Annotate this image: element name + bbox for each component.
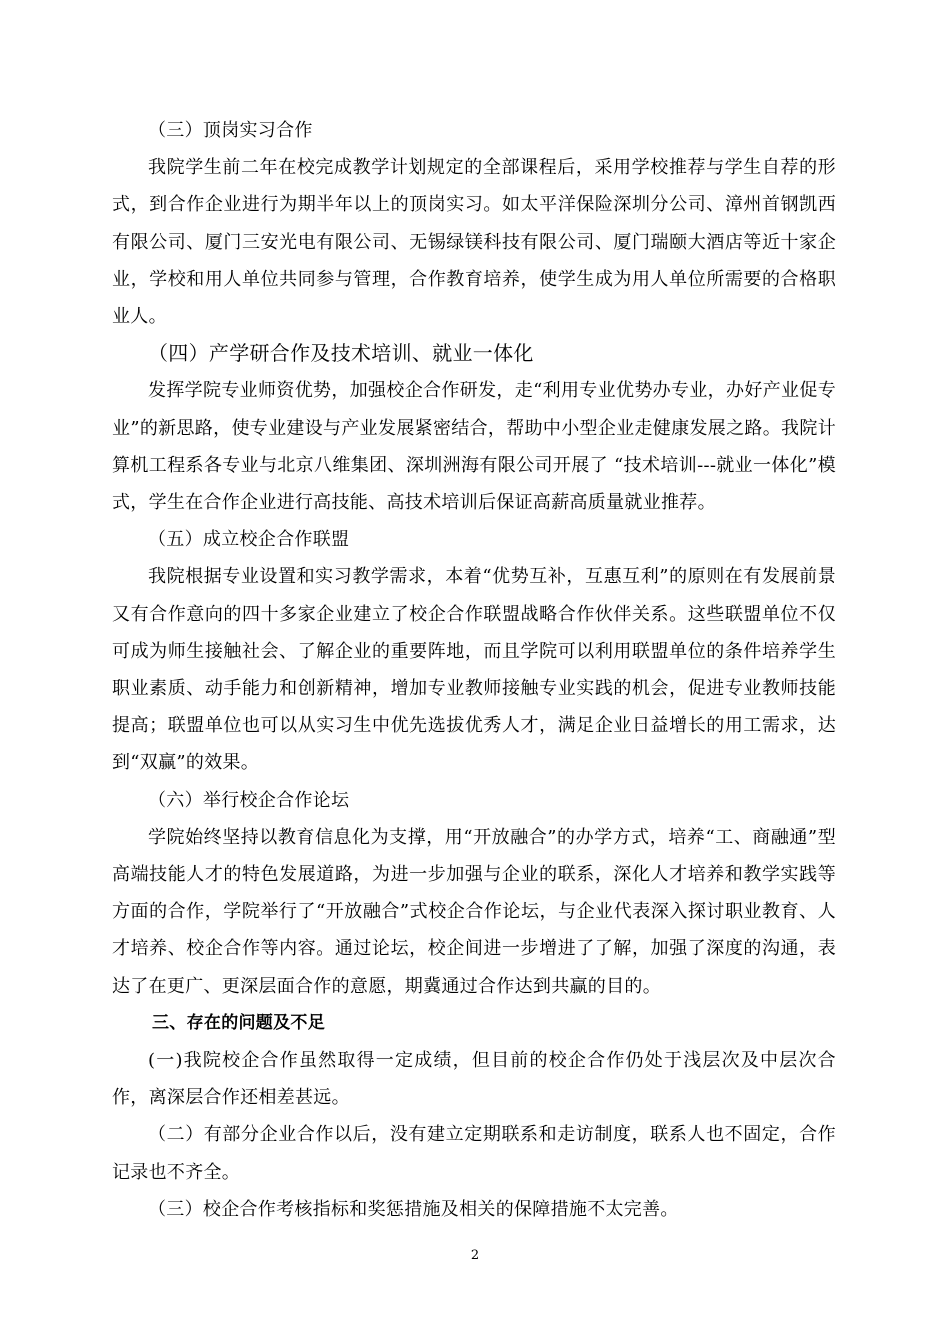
- paragraph-problem-2: （二）有部分企业合作以后，没有建立定期联系和走访制度，联系人也不固定，合作记录也不齐全。: [112, 1124, 836, 1183]
- section-heading-research: （四）产学研合作及技术培训、就业一体化: [148, 341, 534, 366]
- paragraph-research: 发挥学院专业师资优势，加强校企合作研发，走“利用专业优势办专业，办好产业促专业”的新思路，使专业建设与产业发展紧密结合，帮助中小型企业走健康发展之路。我院计算机工程系各专业与北京八维集团、深圳洲海有限公司开展了 “技术培训---就业一体化”模式，学生在合作企业进行高技能、高技术培训后保证高薪高质量就业推荐。: [112, 380, 836, 514]
- section-heading-alliance: （五）成立校企合作联盟: [148, 529, 350, 551]
- paragraph-problem-3: （三）校企合作考核指标和奖惩措施及相关的保障措施不太完善。: [148, 1198, 679, 1220]
- page-number: 2: [470, 1248, 480, 1263]
- paragraph-forum: 学院始终坚持以教育信息化为支撑，用“开放融合”的办学方式，培养“工、商融通”型高端技能人才的特色发展道路，为进一步加强与企业的联系，深化人才培养和教学实践等方面的合作，学院举行了“开放融合”式校企合作论坛，与企业代表深入探讨职业教育、人才培养、校企合作等内容。通过论坛，校企间进一步增进了了解，加强了深度的沟通，表达了在更广、更深层面合作的意愿，期冀通过合作达到共赢的目的。: [112, 826, 836, 997]
- section-heading-internship: （三）顶岗实习合作: [148, 120, 313, 141]
- paragraph-alliance: 我院根据专业设置和实习教学需求，本着“优势互补，互惠互利”的原则在有发展前景又有合作意向的四十多家企业建立了校企合作联盟战略合作伙伴关系。这些联盟单位不仅可成为师生接触社会、了解企业的重要阵地，而且学院可以利用联盟单位的条件培养学生职业素质、动手能力和创新精神，增加专业教师接触专业实践的机会，促进专业教师技能提高；联盟单位也可以从实习生中优先选拔优秀人才，满足企业日益增长的用工需求，达到“双赢”的效果。: [112, 566, 836, 774]
- section-heading-forum: （六）举行校企合作论坛: [148, 789, 350, 811]
- paragraph-problem-1: (一)我院校企合作虽然取得一定成绩，但目前的校企合作仍处于浅层次及中层次合作，离深层合作还相差甚远。: [112, 1050, 836, 1109]
- part-heading-problems: 三、存在的问题及不足: [152, 1012, 325, 1033]
- page-content: [112, 112, 836, 1228]
- paragraph-internship: 我院学生前二年在校完成教学计划规定的全部课程后，采用学校推荐与学生自荐的形式，到合作企业进行为期半年以上的顶岗实习。如太平洋保险深圳分公司、漳州首钢凯西有限公司、厦门三安光电有限公司、无锡绿镁科技有限公司、厦门瑞颐大酒店等近十家企业，学校和用人单位共同参与管理，合作教育培养，使学生成为用人单位所需要的合格职业人。: [112, 157, 836, 328]
